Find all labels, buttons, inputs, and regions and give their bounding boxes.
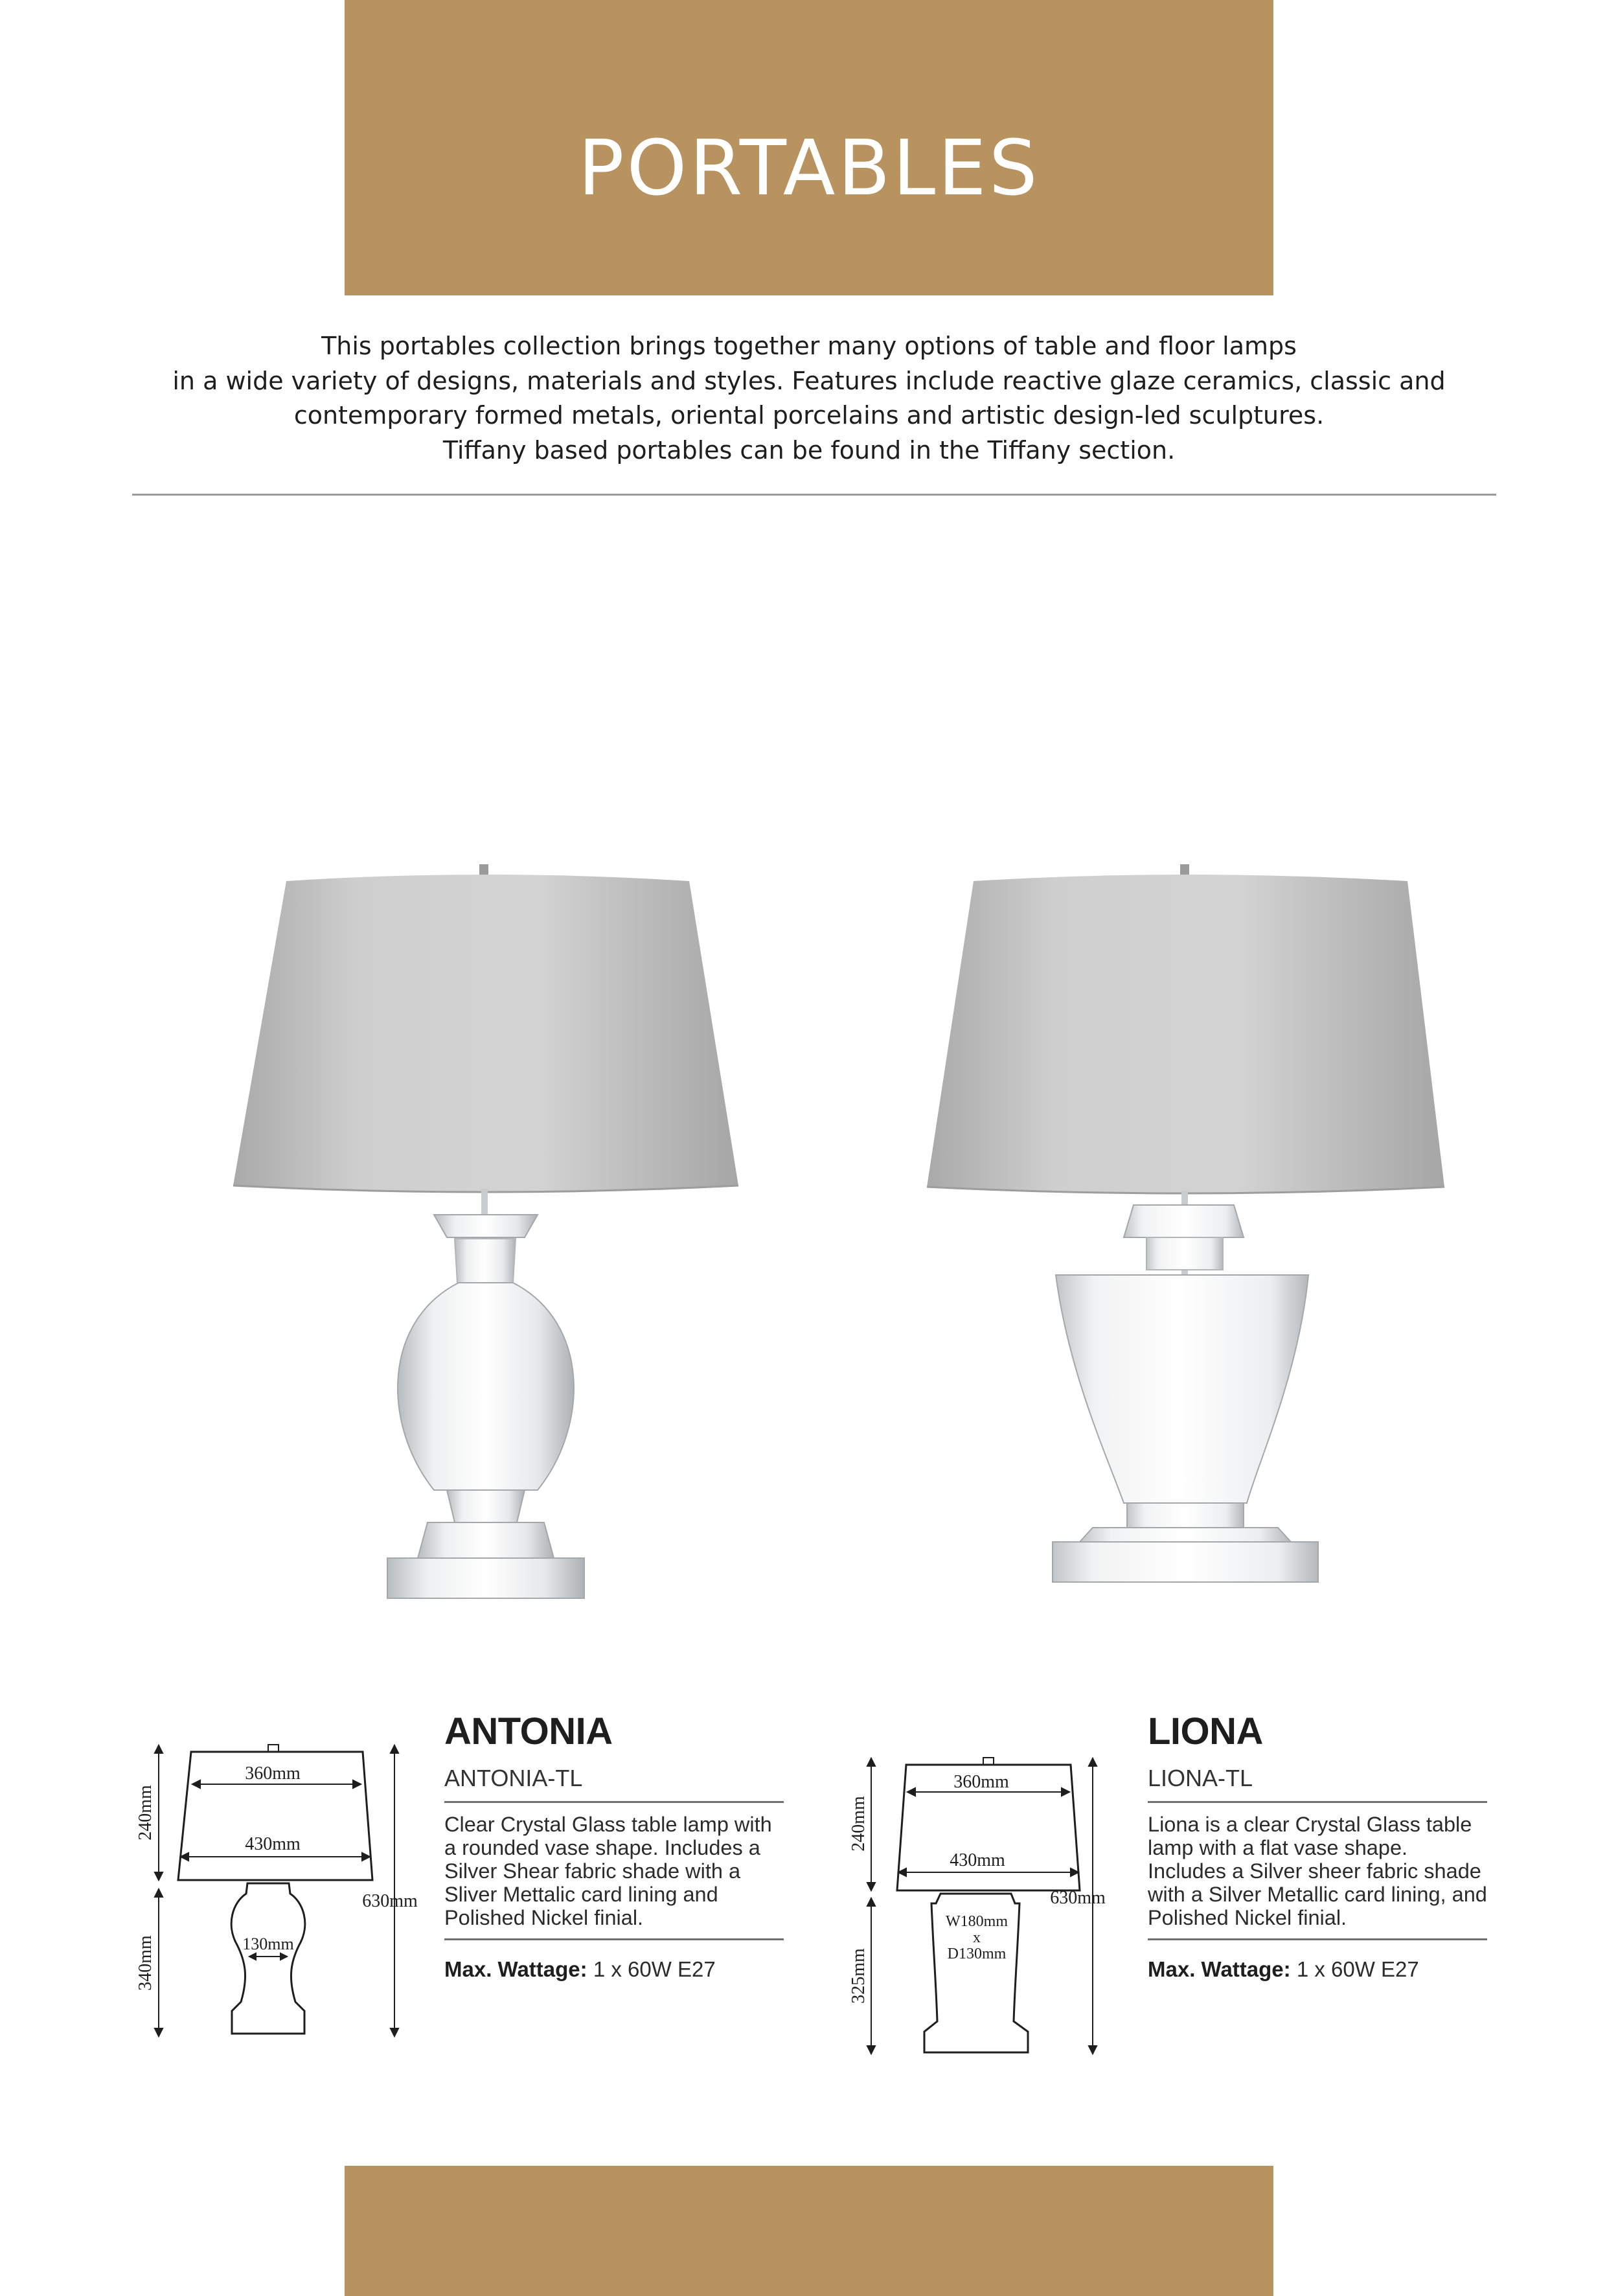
product-name: LIONA bbox=[1148, 1710, 1263, 1752]
product-code: ANTONIA-TL bbox=[444, 1765, 583, 1791]
dim-total-height: 630mm bbox=[362, 1891, 418, 1911]
liona-lamp-photo bbox=[923, 855, 1454, 1633]
header-banner bbox=[345, 0, 1273, 295]
dim-base-depth: D130mm bbox=[947, 1946, 1007, 1962]
liona-dimension-diagram bbox=[840, 1736, 1145, 2060]
wattage-value: 1 x 60W E27 bbox=[1296, 1957, 1419, 1981]
product-wattage bbox=[1148, 1957, 1487, 1982]
product-divider bbox=[444, 1938, 784, 1940]
intro-line: in a wide variety of designs, materials and styles. Features include reactive glaze ceramics, classic and bbox=[172, 366, 1446, 395]
intro-divider bbox=[132, 494, 1496, 496]
dim-shade-top: 360mm bbox=[245, 1763, 301, 1784]
intro-line: Tiffany based portables can be found in the Tiffany section. bbox=[442, 435, 1176, 465]
page-title: PORTABLES bbox=[578, 123, 1040, 212]
footer-banner bbox=[345, 2166, 1273, 2296]
product-description: Clear Crystal Glass table lamp with a rounded vase shape. Includes a Silver Shear fabric shade with a Sliver Mettalic card lining and Polished Nickel finial. bbox=[444, 1813, 772, 1929]
liona-info bbox=[1148, 1710, 1487, 1982]
intro-line: contemporary formed metals, oriental porcelains and artistic design-led sculptures. bbox=[293, 401, 1325, 430]
product-code: LIONA-TL bbox=[1148, 1765, 1253, 1791]
antonia-lamp-photo bbox=[220, 855, 751, 1633]
dim-shade-height: 240mm bbox=[849, 1796, 869, 1852]
dim-shade-bottom: 430mm bbox=[950, 1850, 1005, 1870]
product-wattage bbox=[444, 1957, 784, 1982]
intro-text bbox=[97, 329, 1521, 468]
dim-shade-height: 240mm bbox=[135, 1785, 155, 1841]
product-divider bbox=[1148, 1938, 1487, 1940]
product-divider bbox=[444, 1801, 784, 1803]
antonia-info bbox=[444, 1710, 784, 1982]
dim-base-width: W180mm bbox=[946, 1913, 1008, 1930]
wattage-value: 1 x 60W E27 bbox=[593, 1957, 716, 1981]
antonia-dimension-diagram bbox=[130, 1736, 434, 2060]
dim-shade-bottom: 430mm bbox=[245, 1834, 301, 1854]
product-name: ANTONIA bbox=[444, 1710, 613, 1752]
dim-total-height: 630mm bbox=[1050, 1888, 1106, 1908]
dim-base-height: 325mm bbox=[849, 1948, 869, 2004]
dim-base-height: 340mm bbox=[135, 1935, 155, 1991]
wattage-label: Max. Wattage: bbox=[1148, 1957, 1291, 1981]
dim-base-x: x bbox=[973, 1929, 981, 1946]
dim-base-width: 130mm bbox=[242, 1934, 294, 1953]
wattage-label: Max. Wattage: bbox=[444, 1957, 587, 1981]
dim-shade-top: 360mm bbox=[953, 1772, 1009, 1792]
intro-line: This portables collection brings together many options of table and floor lamps bbox=[321, 332, 1297, 360]
product-description: Liona is a clear Crystal Glass table lamp with a flat vase shape. Includes a Silver sheer fabric shade with a Silver Metallic card lining, and Polished Nickel finial. bbox=[1148, 1813, 1487, 1929]
product-divider bbox=[1148, 1801, 1487, 1803]
